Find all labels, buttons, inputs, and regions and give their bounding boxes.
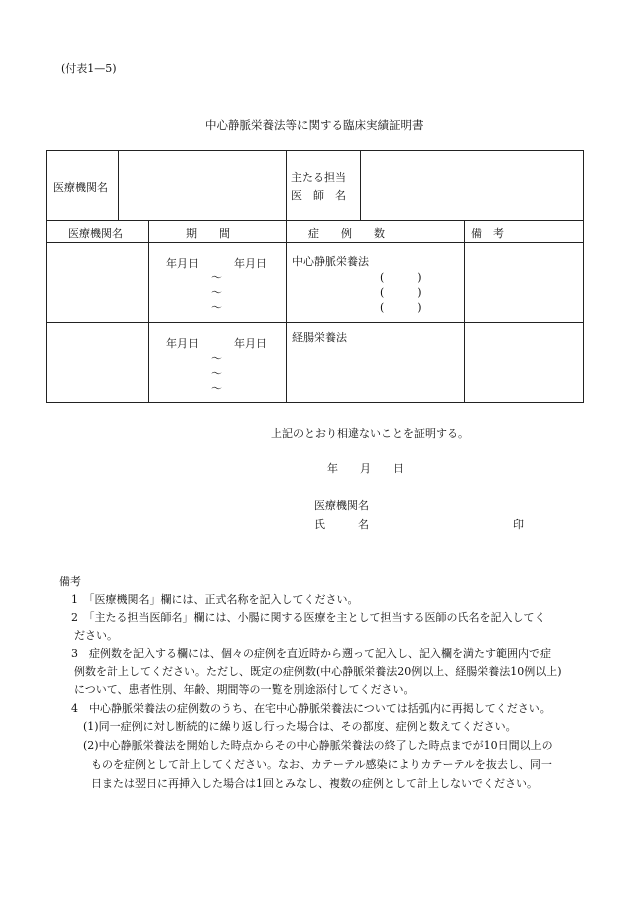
row2-tilde: 〜 <box>211 382 222 395</box>
note-line: ださい。 <box>74 629 118 642</box>
row1-paren: ( ) <box>380 301 422 314</box>
row1-remarks-cell[interactable] <box>465 243 584 323</box>
seal-mark: 印 <box>513 518 524 531</box>
note-line: 1 「医療機関名」欄には、正式名称を記入してください。 <box>71 593 359 606</box>
row2-tilde: 〜 <box>211 352 222 365</box>
page-title: 中心静脈栄養法等に関する臨床実績証明書 <box>205 118 424 132</box>
row2-period-cell[interactable] <box>149 323 287 403</box>
note-line: 日または翌日に再挿入した場合は1回とみなし、複数の症例として計上しないでください。 <box>91 777 538 790</box>
header-remarks: 備 考 <box>471 227 504 240</box>
row1-tilde: 〜 <box>211 301 222 314</box>
note-line: について、患者性別、年齢、期間等の一覧を別途添付してください。 <box>74 683 415 696</box>
row1-date-from: 年月日 <box>166 257 199 270</box>
row1-method: 中心静脈栄養法 <box>292 255 369 268</box>
certifier-name-label: 氏 名 <box>314 518 369 531</box>
note-line: 2 「主たる担当医師名」欄には、小腸に関する医療を主として担当する医師の氏名を記入してく <box>71 611 546 624</box>
note-line: ものを症例として計上してください。なお、カテーテル感染によりカテーテルを抜去し、同一 <box>91 758 552 771</box>
row1-tilde: 〜 <box>211 271 222 284</box>
physician-input-cell[interactable] <box>361 151 584 221</box>
note-line: (1)同一症例に対し断続的に繰り返し行った場合は、その都度、症例と数えてください。 <box>83 720 517 733</box>
certifier-institution-label: 医療機関名 <box>314 499 369 512</box>
certificate-table <box>46 150 584 403</box>
row1-period-cell[interactable] <box>149 243 287 323</box>
row1-date-to: 年月日 <box>234 257 267 270</box>
row1-paren: ( ) <box>380 286 422 299</box>
row2-tilde: 〜 <box>211 367 222 380</box>
row2-date-to: 年月日 <box>234 337 267 350</box>
note-line: (2)中心静脈栄養法を開始した時点からその中心静脈栄養法の終了した時点までが10日間以上の <box>83 739 553 752</box>
note-line: 例数を計上してください。ただし、既定の症例数(中心静脈栄養法20例以上、経腸栄養法10例以上) <box>74 665 562 678</box>
row2-institution-cell[interactable] <box>47 323 149 403</box>
header-cases: 症 例 数 <box>308 227 385 240</box>
row1-cases-cell[interactable] <box>287 243 465 323</box>
institution-label-cell <box>47 151 119 221</box>
physician-label-cell <box>287 151 361 221</box>
row2-remarks-cell[interactable] <box>465 323 584 403</box>
institution-label: 医療機関名 <box>53 181 108 194</box>
header-period: 期 間 <box>186 227 230 240</box>
physician-label-line1: 主たる担当 <box>291 171 346 184</box>
row1-institution-cell[interactable] <box>47 243 149 323</box>
header-institution: 医療機関名 <box>68 227 123 240</box>
row1-tilde: 〜 <box>211 286 222 299</box>
header-period-cell <box>149 221 287 243</box>
certification-date: 年 月 日 <box>327 462 404 475</box>
institution-input-cell[interactable] <box>119 151 287 221</box>
certification-statement: 上記のとおり相違ないことを証明する。 <box>271 427 469 440</box>
header-cases-cell <box>287 221 465 243</box>
row1-paren: ( ) <box>380 271 422 284</box>
row2-cases-cell[interactable] <box>287 323 465 403</box>
physician-label-line2: 医 師 名 <box>291 189 346 202</box>
header-institution-cell <box>47 221 149 243</box>
row2-date-from: 年月日 <box>166 337 199 350</box>
note-line: 3 症例数を記入する欄には、個々の症例を直近時から遡って記入し、記入欄を満たす範囲内で症 <box>71 647 551 660</box>
form-number: (付表1—5) <box>61 62 117 75</box>
note-line: 4 中心静脈栄養法の症例数のうち、在宅中心静脈栄養法については括弧内に再掲してください。 <box>71 702 551 715</box>
header-remarks-cell <box>465 221 584 243</box>
notes-heading: 備考 <box>59 575 81 588</box>
row2-method: 経腸栄養法 <box>292 331 347 344</box>
